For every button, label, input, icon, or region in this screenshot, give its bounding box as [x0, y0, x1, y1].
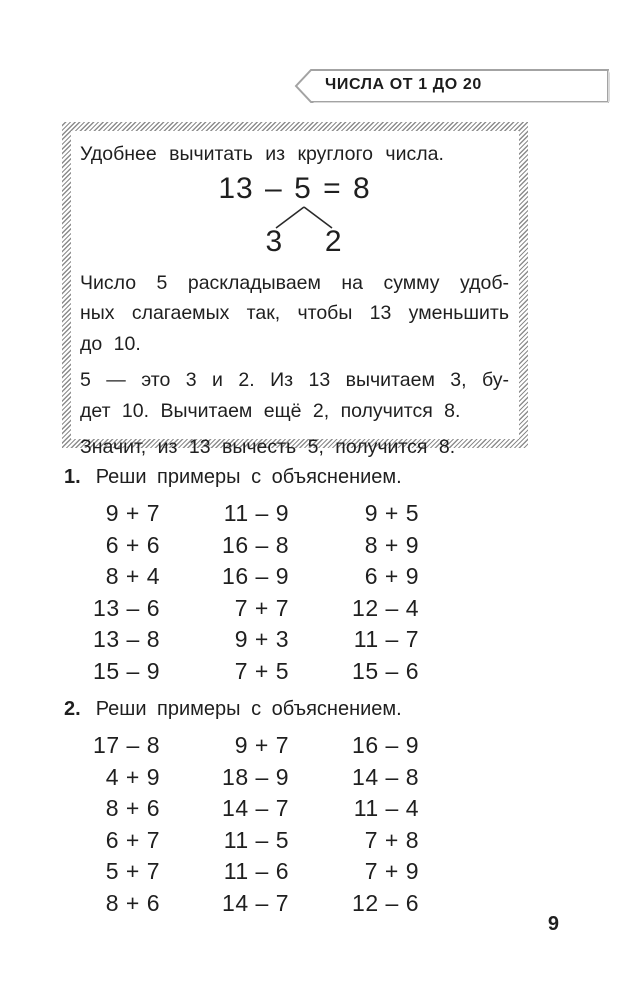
- chapter-banner: [294, 67, 611, 105]
- explanation-box: [62, 122, 528, 458]
- problem-cell: 11 – 9: [223, 500, 289, 526]
- problem-cell: 7 + 7: [234, 594, 289, 621]
- problem-cell: 8 + 6: [105, 889, 160, 916]
- exercise-1-heading: [64, 464, 619, 491]
- problem-cell: 8 + 6: [105, 795, 160, 822]
- decomposition-area: [80, 206, 509, 262]
- problem-cell: 8 + 9: [364, 531, 419, 558]
- problem-cell: 14 – 8: [352, 763, 419, 790]
- problem-cell: 14 – 7: [222, 889, 289, 916]
- problem-cell: 6 + 9: [364, 563, 419, 590]
- exercise-2: [0, 696, 619, 920]
- exercise-1-number: 1.: [64, 466, 81, 488]
- problem-cell: 9 + 3: [234, 626, 289, 653]
- problem-cell: 9 + 7: [234, 732, 289, 758]
- decomposition-branches: [266, 226, 342, 258]
- exercise-1-title: Реши примеры с объяснением.: [95, 466, 402, 488]
- explanation-line: Число 5 раскладываем на сумму удоб-: [80, 271, 509, 294]
- problem-cell: 16 – 9: [352, 732, 419, 758]
- explanation-line: ных слагаемых так, чтобы 13 уменьшить: [80, 302, 509, 324]
- exercise-2-problems: [57, 730, 619, 920]
- problem-cell: 7 + 8: [364, 826, 419, 853]
- explanation-intro: Удобнее вычитать из круглого числа.: [80, 143, 444, 165]
- explanation-paragraph: [80, 432, 509, 463]
- page-number: 9: [547, 913, 559, 935]
- problem-cell: 8 + 4: [105, 563, 160, 590]
- problem-cell: 6 + 6: [105, 531, 160, 558]
- problem-cell: 9 + 7: [105, 500, 160, 526]
- problem-cell: 16 – 9: [222, 563, 289, 590]
- problem-cell: 5 + 7: [105, 858, 160, 885]
- problem-cell: 11 – 5: [223, 826, 289, 853]
- problem-cell: 14 – 7: [222, 795, 289, 822]
- problem-cell: 15 – 9: [93, 657, 160, 684]
- explanation-line: дет 10. Вычитаем ещё 2, получится 8.: [80, 399, 461, 422]
- problem-cell: 11 – 6: [223, 858, 289, 885]
- explanation-paragraphs: [80, 268, 509, 463]
- problem-cell: 15 – 6: [352, 657, 419, 684]
- problem-cell: 7 + 9: [364, 858, 419, 885]
- chapter-title: ЧИСЛА ОТ 1 ДО 20: [325, 76, 482, 93]
- problem-cell: 11 – 7: [353, 626, 419, 653]
- explanation-box-content: [71, 131, 519, 458]
- explanation-line: 5 — это 3 и 2. Из 13 вычитаем 3, бу-: [80, 369, 509, 391]
- formula-expression: 13 – 5 = 8: [218, 171, 371, 205]
- problem-cell: 17 – 8: [93, 732, 160, 758]
- problem-cell: 9 + 5: [364, 500, 419, 526]
- problem-cell: 6 + 7: [105, 826, 160, 853]
- explanation-paragraph: [80, 365, 509, 426]
- problem-cell: 13 – 8: [93, 626, 160, 653]
- problem-cell: 11 – 4: [353, 795, 419, 822]
- exercise-1-problems: [57, 498, 619, 688]
- problem-cell: 16 – 8: [222, 531, 289, 558]
- problem-cell: 7 + 5: [234, 657, 289, 684]
- explanation-line: Значит, из 13 вычесть 5, получится 8.: [80, 436, 456, 458]
- branch-left-value: 3: [265, 224, 283, 258]
- problem-cell: 12 – 6: [352, 889, 419, 916]
- explanation-paragraph: [80, 268, 509, 360]
- explanation-line: до 10.: [80, 332, 141, 355]
- exercise-1: [0, 464, 619, 688]
- problem-cell: 13 – 6: [93, 594, 160, 621]
- exercise-2-heading: [64, 696, 619, 723]
- exercise-2-title: Реши примеры с объяснением.: [95, 698, 402, 720]
- problem-cell: 12 – 4: [352, 594, 419, 621]
- problem-cell: 18 – 9: [222, 763, 289, 790]
- problem-cell: 4 + 9: [105, 763, 160, 790]
- formula-block: [80, 172, 509, 262]
- exercise-2-number: 2.: [64, 698, 81, 720]
- branch-right-value: 2: [324, 224, 342, 258]
